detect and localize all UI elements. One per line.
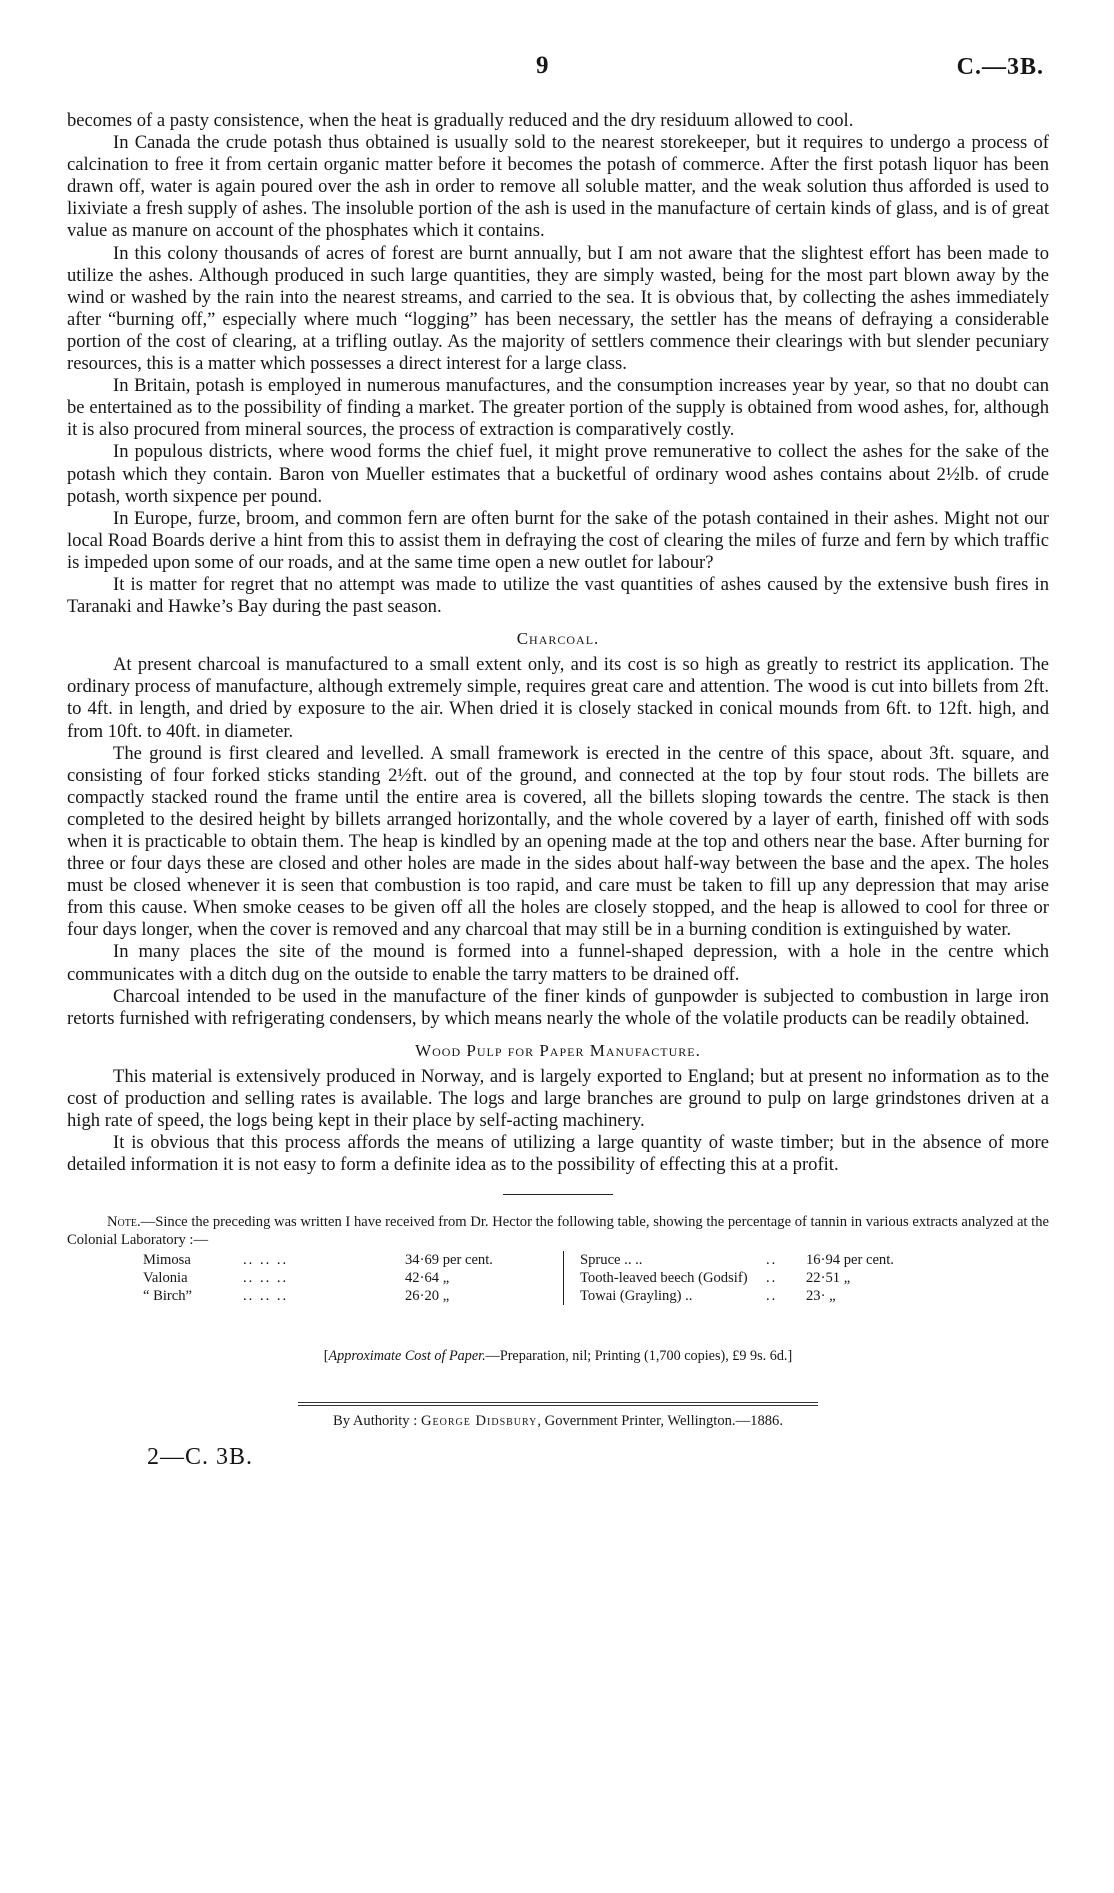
note-block	[67, 1213, 1049, 1305]
table-row	[580, 1269, 1000, 1287]
extract-name: Valonia	[143, 1270, 188, 1287]
tannin-value: 23· „	[806, 1288, 836, 1305]
printer-name: George Didsbury	[420, 1412, 538, 1429]
note-text: —Since the preceding was written I have received from Dr. Hector the following table, showing the percentage of tannin in various extracts analyzed at the Colonial Laboratory :—	[67, 1214, 1049, 1249]
note-paragraph	[67, 1213, 1049, 1249]
authority-rule	[298, 1402, 818, 1406]
authority-suffix: , Government Printer, Wellington.—1886.	[537, 1412, 784, 1429]
extract-name: Tooth-leaved beech (Godsif)	[580, 1270, 748, 1287]
paragraph: The ground is first cleared and levelled. A small framework is erected in the centre of this space, about 3ft. square, and consisting of four forked sticks standing 2½ft. out of the ground, and connected at the top by four stout rods. The billets are compactly stacked round the frame until the entire area is covered, all the billets sloping towards the centre. The stack is then completed to the desired height by billets arranged horizontally, and the whole covered by a layer of earth, finished off with sods when it is practicable to obtain them. The heap is kindled by an opening made at the top and others near the base. After burning for three or four days these are closed and other holes are made in the sides about half-way between the base and the apex. The holes must be closed whenever it is seen that combustion is too rapid, and care must be taken to fill up any depression that may arise from this cause. When smoke ceases to be given off all the holes are closely stopped, and the heap is allowed to cool for three or four days longer, when the cover is removed and any charcoal that may still be in a burning condition is extinguished by water.	[67, 742, 1049, 941]
authority-prefix: By Authority :	[332, 1412, 421, 1429]
tannin-value: 42·64 „	[405, 1270, 450, 1287]
page-number: 9	[536, 52, 549, 79]
tannin-value: 34·69 per cent.	[405, 1252, 493, 1269]
leader-dots: .. .. ..	[243, 1252, 289, 1269]
table-row	[143, 1251, 553, 1269]
cost-of-paper	[67, 1345, 1049, 1367]
note-label: Note.	[107, 1214, 141, 1231]
extract-name: Mimosa	[143, 1252, 191, 1269]
leader-dots: ..	[766, 1252, 778, 1269]
tannin-table-left-column	[143, 1251, 564, 1305]
paragraph: This material is extensively produced in Norway, and is largely exported to England; but at present no information as to the cost of production and selling rates is available. The logs and large branches are ground to pulp on large grindstones driven at a high rate of speed, the logs being kept in their place by self-acting machinery.	[67, 1065, 1049, 1132]
printer-authority	[67, 1410, 1049, 1432]
table-row	[143, 1269, 553, 1287]
leader-dots: .. .. ..	[243, 1288, 289, 1305]
leader-dots: ..	[766, 1288, 778, 1305]
tannin-value: 16·94 per cent.	[806, 1252, 894, 1269]
cost-text: —Preparation, nil; Printing (1,700 copies), £9 9s. 6d.]	[485, 1348, 793, 1365]
document-reference: C.—3B.	[956, 54, 1044, 80]
tannin-value: 22·51 „	[806, 1270, 851, 1287]
paragraph: At present charcoal is manufactured to a small extent only, and its cost is so high as greatly to restrict its application. The ordinary process of manufacture, although extremely simple, requires great care and attention. The wood is cut into billets from 2ft. to 4ft. in length, and dried by exposure to the air. When dried it is closely stacked in conical mounds from 6ft. to 12ft. high, and from 10ft. to 40ft. in diameter.	[67, 654, 1049, 742]
paragraph: In this colony thousands of acres of forest are burnt annually, but I am not aware that the slightest effort has been made to utilize the ashes. Although produced in such large quantities, they are simply wasted, being for the most part blown away by the wind or washed by the rain into the nearest streams, and carried to the sea. It is obvious that, by collecting the ashes immediately after “burning off,” especially where much “logging” has been necessary, the settler has the means of defraying a considerable portion of the cost of clearing, at a trifling outlay. As the majority of settlers commence their clearings with but slender pecuniary resources, this is a matter which possesses a direct interest for a large class.	[67, 242, 1049, 375]
table-row	[143, 1287, 553, 1305]
cost-bracket: [	[323, 1348, 329, 1365]
cost-label: Approximate Cost of Paper.	[328, 1348, 486, 1365]
paragraph: In Canada the crude potash thus obtained is usually sold to the nearest storekeeper, but it requires to undergo a process of calcination to free it from certain organic matter before it becomes the potash of commerce. After the first potash liquor has been drawn off, water is again poured over the ash in order to remove all soluble matter, and the weak solution thus afforded is used to lixiviate a fresh supply of ashes. The insoluble portion of the ash is used in the manufacture of certain kinds of glass, and is of great value as manure on account of the phosphates which it contains.	[67, 132, 1049, 242]
extract-name: Towai (Grayling) ..	[580, 1288, 693, 1305]
section-heading-charcoal: Charcoal.	[516, 629, 600, 649]
paragraph: It is matter for regret that no attempt was made to utilize the vast quantities of ashes caused by the extensive bush fires in Taranaki and Hawke’s Bay during the past season.	[67, 573, 1049, 618]
extract-name: Spruce .. ..	[580, 1252, 643, 1269]
tannin-value: 26·20 „	[405, 1288, 450, 1305]
section-heading-wood-pulp: Wood Pulp for Paper Manufacture.	[415, 1040, 701, 1060]
leader-dots: .. .. ..	[243, 1270, 289, 1287]
paragraph: In many places the site of the mound is formed into a funnel-shaped depression, with a hole in the centre which communicates with a ditch dug on the outside to enable the tarry matters to be drained off.	[67, 941, 1049, 985]
extract-name: “ Birch”	[143, 1288, 193, 1305]
table-row	[580, 1287, 1000, 1305]
paragraph: becomes of a pasty consistence, when the heat is gradually reduced and the dry residuum allowed to cool.	[67, 110, 854, 131]
paragraph: In populous districts, where wood forms the chief fuel, it might prove remunerative to collect the ashes for the sake of the potash which they contain. Baron von Mueller estimates that a bucketful of ordinary wood ashes contains about 2½lb. of crude potash, worth sixpence per pound.	[67, 441, 1049, 507]
paragraph: In Britain, potash is employed in numerous manufactures, and the consumption increases year by year, so that no doubt can be entertained as to the possibility of finding a market. The greater portion of the supply is obtained from wood ashes, for, although it is also procured from mineral sources, the process of extraction is comparatively costly.	[67, 375, 1049, 441]
section-divider	[503, 1194, 613, 1195]
tannin-table-right-column	[564, 1251, 1000, 1305]
table-row	[580, 1251, 1000, 1269]
paragraph: It is obvious that this process affords the means of utilizing a large quantity of waste timber; but in the absence of more detailed information it is not easy to form a definite idea as to the possibility of effecting this at a profit.	[67, 1132, 1049, 1176]
paragraph: Charcoal intended to be used in the manufacture of the finer kinds of gunpowder is subjected to combustion in large iron retorts furnished with refrigerating condensers, by which means nearly the whole of the volatile products can be readily obtained.	[67, 985, 1049, 1029]
tannin-table	[143, 1251, 1049, 1305]
leader-dots: ..	[766, 1270, 778, 1287]
paragraph: In Europe, furze, broom, and common fern are often burnt for the sake of the potash contained in their ashes. Might not our local Road Boards derive a hint from this to assist them in defraying the cost of clearing the miles of furze and fern by which traffic is impeded upon some of our roads, and at the same time open a new outlet for labour?	[67, 507, 1049, 573]
body-text	[67, 110, 1049, 1468]
sheet-signature-mark: 2—C. 3B.	[147, 1443, 254, 1470]
